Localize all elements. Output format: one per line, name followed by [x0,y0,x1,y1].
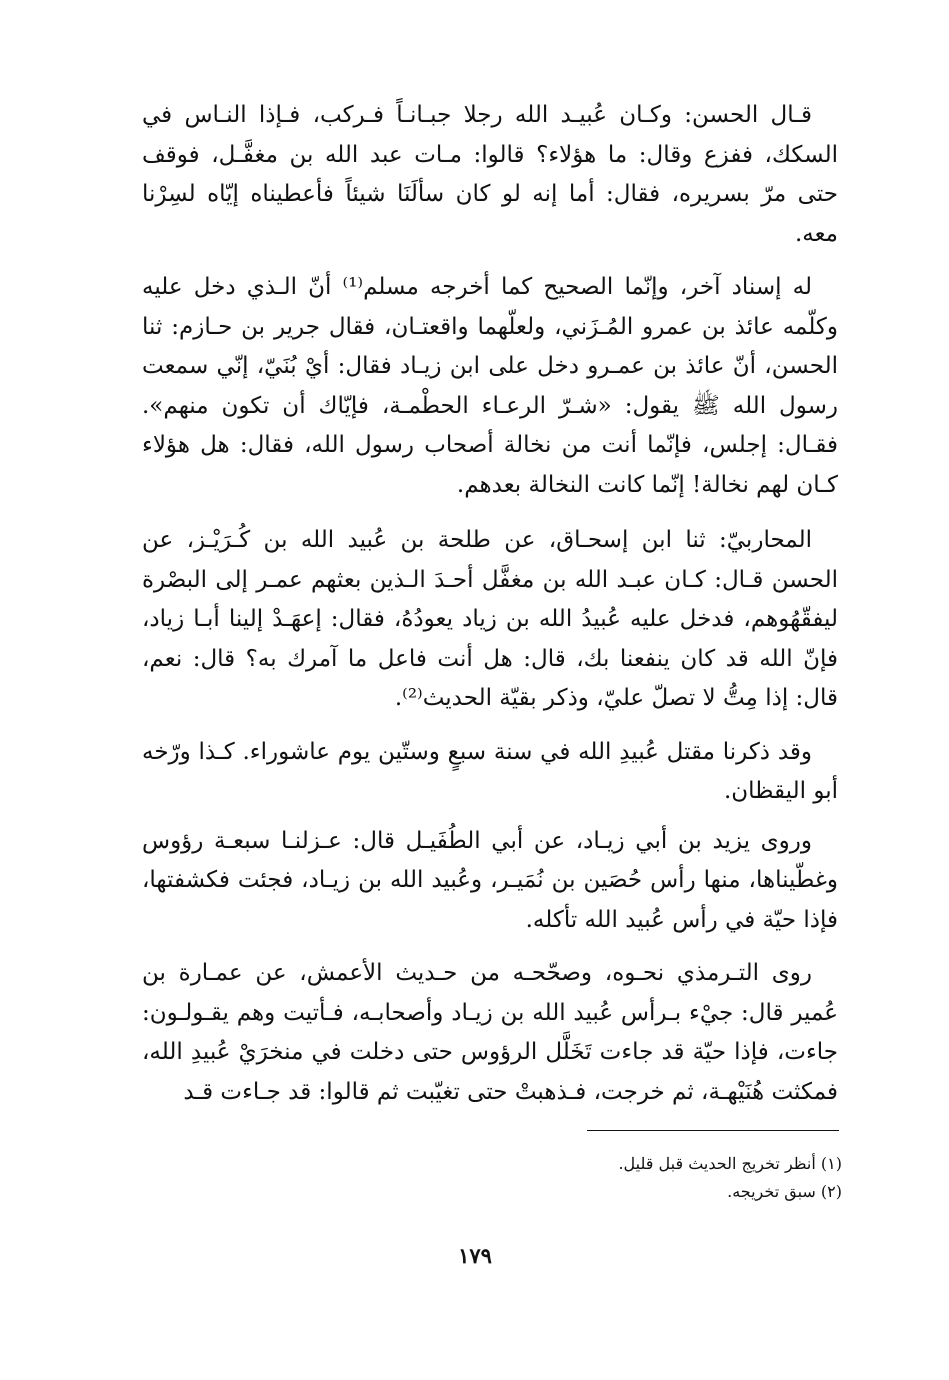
paragraph-3: المحاربيّ: ثنا ابن إسحـاق، عن طلحة بن عُبيد الله بن كُـرَيْـز، عن الحسن قـال: كـان عبـد الله بن مغفَّل أحـدَ الـذين بعثهم عمـر إلى البصْرة ليفقّهُوهم، فدخل عليه عُبيدُ الله بن زياد يعودُهُ، فقال: إعهَـدْ إلينا أبـا زياد، فإنّ الله قد كان ينفعنا بك، قال: هل أنت فاعل ما آمرك به؟ قال: نعم، قال: إذا مِتُّ لا تصلّ عليّ، وذكر بقيّة الحديث⁽²⁾. [142,527,838,711]
main-text [142,96,838,1124]
footnote-2: (٢) سبق تخريجه. [727,1182,842,1201]
paragraph-6: روى التـرمذي نحـوه، وصحّحـه من حـديث الأعمش، عن عمـارة بن عُمير قال: جيْء بـرأس عُبيد الله بن زيـاد وأصحابـه، فـأتيت وهم يقـولـون: جاءت، فإذا حيّة قد جاءت تَخَلَّل الرؤوس حتى دخلت في منخرَيْ عُبيدِ الله، فمكثت هُنَيْهـة، ثم خرجت، فـذهبتْ حتى تغيّبت ثم قالوا: قد جـاءت قـد [142,960,838,1105]
footnote-separator [587,1130,839,1131]
footnotes [460,1150,842,1206]
page-number: ١٧٩ [458,1243,492,1268]
footnote-1: (١) أنظر تخريج الحديث قبل قليل. [618,1154,842,1173]
paragraph-1: قـال الحسن: وكـان عُبيـد الله رجلا جبـانـاً فـركب، فـإذا النـاس في السكك، ففزع وقال: ما هؤلاء؟ قالوا: مـات عبد الله بن مغفَّـل، فوقف حتى مرّ بسريره، فقال: أما إنه لو كان سألَنَا شيئاً فأعطيناه إيّاه لسِرْنا معه. [142,102,838,247]
paragraph-5: وروى يزيد بن أبي زيـاد، عن أبي الطُفَيـل قال: عـزلنـا سبعـة رؤوس وغطّيناها، منها رأس حُصَين بن نُمَيـر، وعُبيد الله بن زيـاد، فجئت فكشفتها، فإذا حيّة في رأس عُبيد الله تأكله. [142,827,838,933]
paragraph-2: له إسناد آخر، وإنّما الصحيح كما أخرجه مسلم⁽¹⁾ أنّ الـذي دخل عليه وكلّمه عائذ بن عمرو المُـزَني، ولعلّهما واقعتـان، فقال جرير بن حـازم: ثنا الحسن، أنّ عائذ بن عمـرو دخل على ابن زيـاد فقال: أيْ بُنَيّ، إنّي سمعت رسول الله ﷺ يقول: «شـرّ الرعـاء الحطْمـة، فإيّاك أن تكون منهم». فقـال: إجلس، فإنّما أنت من نخالة أصحاب رسول الله، فقال: هل هؤلاء كـان لهم نخالة! إنّما كانت النخالة بعدهم. [142,274,838,498]
paragraph-4: وقد ذكرنا مقتل عُبيدِ الله في سنة سبعٍ وستّين يوم عاشوراء. كـذا ورّخه أبو اليقظان. [142,738,838,804]
